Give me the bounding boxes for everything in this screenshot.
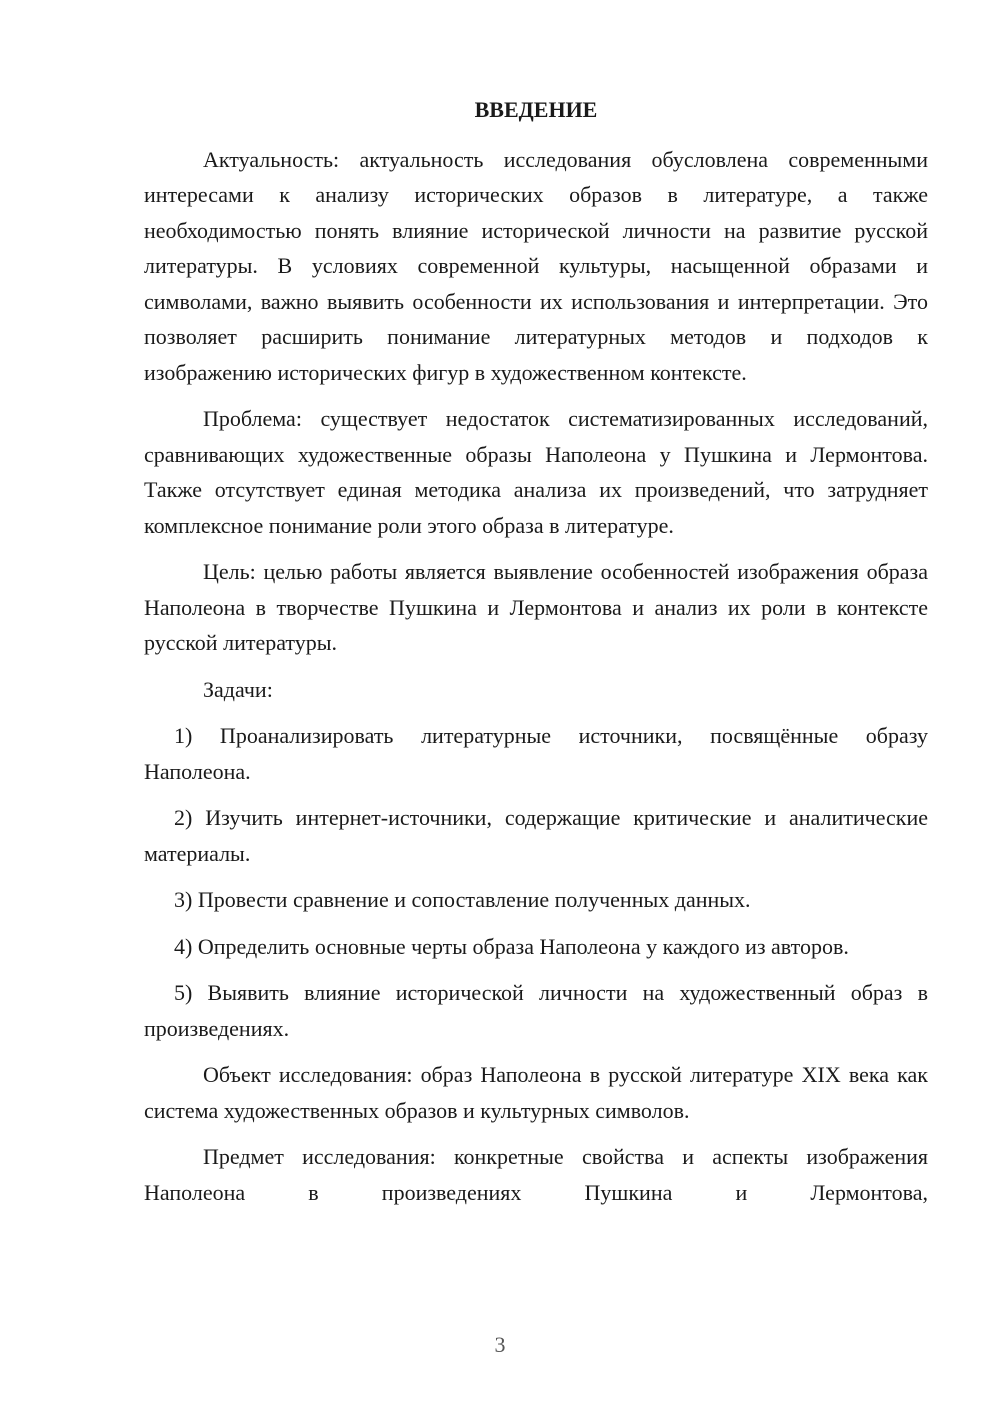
paragraph-problem: Проблема: существует недостаток систематизированных исследований, сравнивающих художественные образы Наполеона у Пушкина и Лермонтова. Также отсутствует единая методика анализа их произведений, что затрудняет комплексное понимание роли этого образа в литературе. [144, 406, 928, 538]
paragraph-tasks-heading: Задачи: [203, 676, 273, 702]
task-item-4: 4) Определить основные черты образа Наполеона у каждого из авторов. [174, 933, 849, 959]
task-item-3: 3) Провести сравнение и сопоставление полученных данных. [174, 887, 751, 912]
paragraph-relevance: Актуальность: актуальность исследования обусловлена современными интересами к анализу исторических образов в литературе, а также необходимостью понять влияние исторической личности на развитие русской литературы. В условиях современной культуры, насыщенной образами и символами, важно выявить особенности их использования и интерпретации. Это позволяет расширить понимание литературных методов и подходов к изображению исторических фигур в художественном контексте. [144, 146, 928, 385]
section-title: ВВЕДЕНИЕ [474, 97, 598, 122]
task-item-5: 5) Выявить влияние исторической личности на художественный образ в произведениях. [144, 980, 928, 1041]
page-content [144, 92, 928, 1210]
task-item-1: 1) Проанализировать литературные источники, посвящённые образу Наполеона. [144, 723, 928, 784]
paragraph-subject: Предмет исследования: конкретные свойства и аспекты изображения Наполеона в произведениях Пушкина и Лермонтова, [144, 1144, 928, 1205]
paragraph-object: Объект исследования: образ Наполеона в русской литературе XIX века как система художественных образов и культурных символов. [144, 1062, 928, 1123]
task-item-2: 2) Изучить интернет-источники, содержащие критические и аналитические материалы. [144, 805, 928, 866]
page-number: 3 [494, 1332, 506, 1357]
paragraph-goal: Цель: целью работы является выявление особенностей изображения образа Наполеона в творчестве Пушкина и Лермонтова и анализ их роли в контексте русской литературы. [144, 559, 928, 655]
